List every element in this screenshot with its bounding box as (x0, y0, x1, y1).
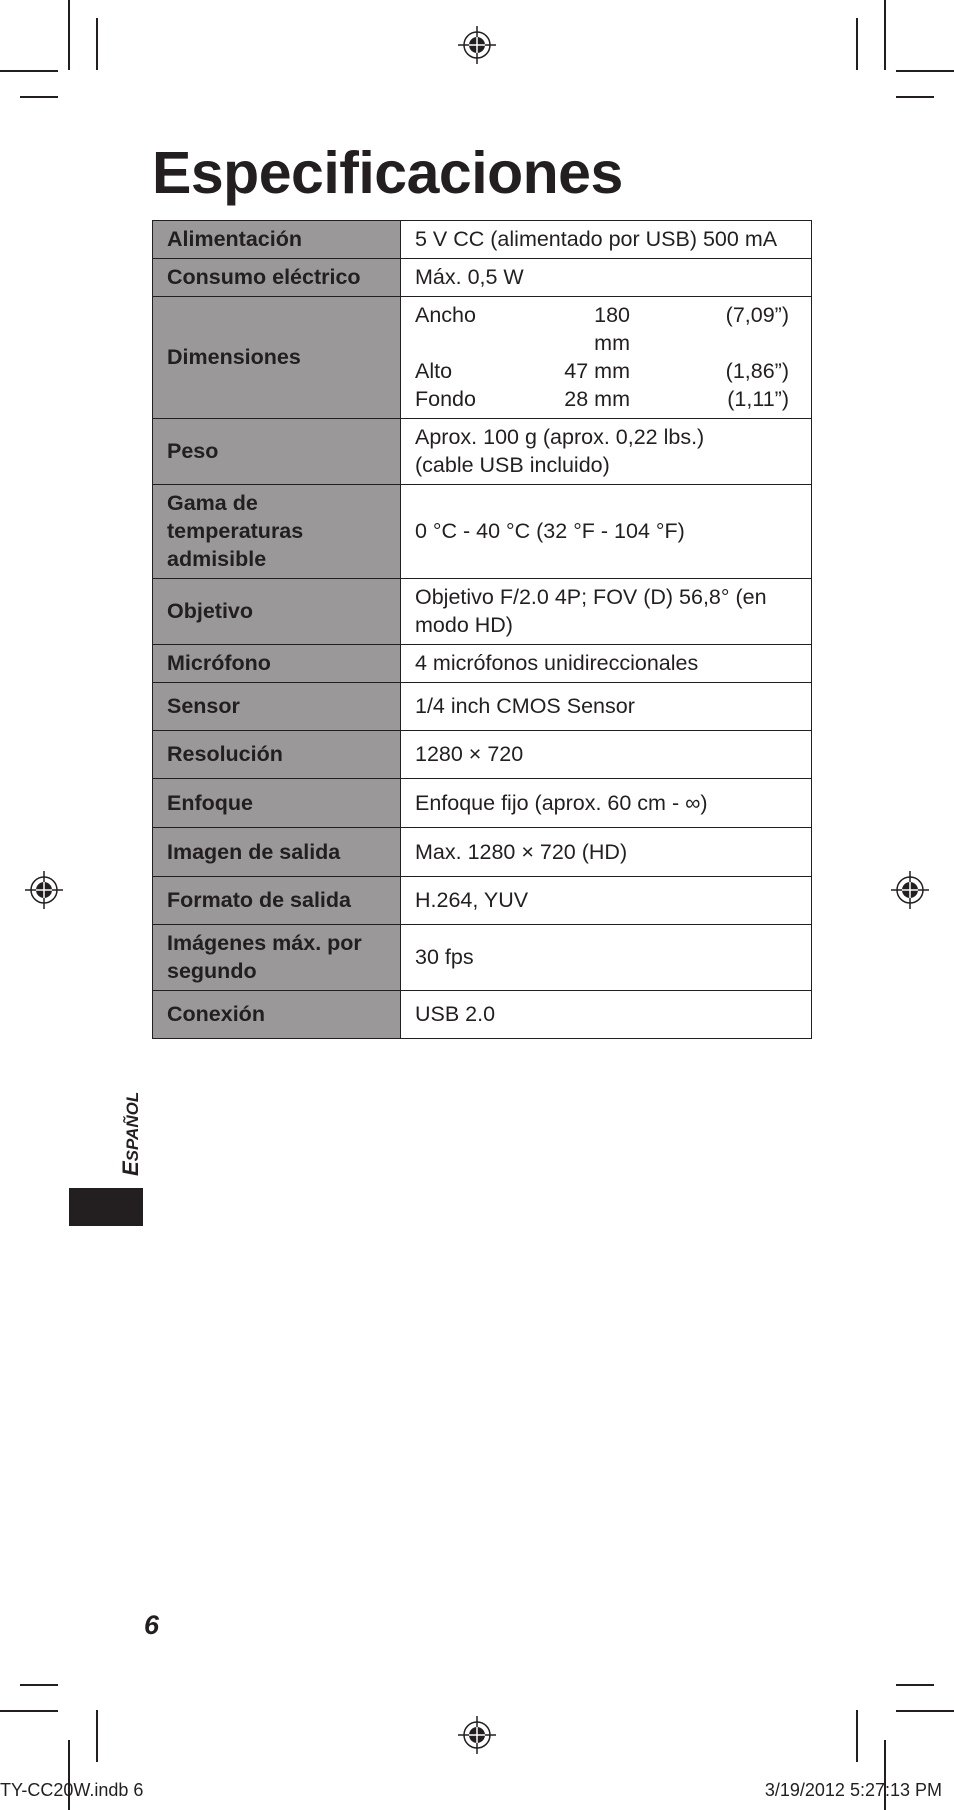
table-row (153, 731, 812, 779)
specifications-table (152, 220, 812, 1039)
spec-label: Objetivo (153, 579, 401, 645)
table-row (153, 683, 812, 731)
crop-mark (884, 0, 886, 70)
spec-value (401, 419, 812, 485)
table-row (153, 579, 812, 645)
dimension-name: Fondo (415, 387, 476, 411)
crop-mark (896, 1684, 934, 1686)
spec-label: Sensor (153, 683, 401, 731)
spec-label: Enfoque (153, 779, 401, 828)
spec-value: Max. 1280 × 720 (HD) (401, 828, 812, 877)
print-slug-date: 3/19/2012 5:27:13 PM (764, 1780, 942, 1800)
language-rest: SPAÑOL (123, 1091, 142, 1162)
crop-mark (68, 0, 70, 70)
dimensions-list (415, 301, 799, 413)
print-slug-file: TY-CC20W.indb 6 (0, 1780, 144, 1800)
spec-value (401, 297, 812, 419)
table-row (153, 991, 812, 1039)
page-number: 6 (144, 1610, 160, 1640)
registration-mark-icon (458, 1716, 496, 1754)
spec-label: Alimentación (153, 221, 401, 259)
table-row (153, 877, 812, 925)
table-row (153, 645, 812, 683)
spec-label: Formato de salida (153, 877, 401, 925)
spec-value: 5 V CC (alimentado por USB) 500 mA (401, 221, 812, 259)
crop-mark (896, 1710, 954, 1712)
registration-mark-icon (891, 871, 929, 909)
spec-value: 30 fps (401, 925, 812, 991)
crop-mark (20, 96, 58, 98)
dimension-mm: 180 mm (594, 303, 630, 355)
crop-mark (856, 1710, 858, 1762)
table-row (153, 485, 812, 579)
dimension-row (415, 301, 799, 357)
spec-value: Máx. 0,5 W (401, 259, 812, 297)
spec-value: USB 2.0 (401, 991, 812, 1039)
spec-value: 1/4 inch CMOS Sensor (401, 683, 812, 731)
spec-value-line: Aprox. 100 g (aprox. 0,22 lbs.) (415, 425, 705, 449)
spec-label-line: Imágenes máx. por (167, 931, 362, 955)
table-row (153, 419, 812, 485)
dimension-mm: 28 mm (564, 387, 630, 411)
dimension-name: Alto (415, 359, 453, 383)
registration-mark-icon (458, 26, 496, 64)
table-row (153, 297, 812, 419)
page-title: Especificaciones (152, 140, 623, 206)
spec-value: H.264, YUV (401, 877, 812, 925)
spec-label: Resolución (153, 731, 401, 779)
dimension-inch: (1,11”) (727, 387, 789, 411)
dimension-inch: (7,09”) (725, 303, 789, 327)
table-row (153, 828, 812, 877)
spec-label: Micrófono (153, 645, 401, 683)
spec-value: 4 micrófonos unidireccionales (401, 645, 812, 683)
registration-mark-icon (25, 871, 63, 909)
table-row (153, 221, 812, 259)
table-row (153, 925, 812, 991)
crop-mark (96, 1710, 98, 1762)
crop-mark (896, 70, 954, 72)
spec-value: Enfoque fijo (aprox. 60 cm - ∞) (401, 779, 812, 828)
dimension-mm: 47 mm (564, 359, 630, 383)
spec-value (401, 579, 812, 645)
crop-mark (896, 96, 934, 98)
crop-mark (0, 1710, 58, 1712)
spec-label-line: segundo (167, 959, 257, 983)
spec-label: Conexión (153, 991, 401, 1039)
language-side-label (118, 1092, 144, 1176)
spec-label-line: Gama de (167, 491, 258, 515)
table-row (153, 779, 812, 828)
dimension-name: Ancho (415, 303, 476, 327)
spec-value: 1280 × 720 (401, 731, 812, 779)
spec-value-line: modo HD) (415, 613, 513, 637)
spec-label: Peso (153, 419, 401, 485)
language-tab-block (69, 1188, 143, 1226)
crop-mark (856, 18, 858, 70)
dimension-row (415, 385, 799, 413)
crop-mark (0, 70, 58, 72)
spec-label-line: temperaturas (167, 519, 304, 543)
crop-mark (20, 1684, 58, 1686)
language-initial: E (118, 1161, 143, 1176)
spec-label: Consumo eléctrico (153, 259, 401, 297)
spec-label: Imagen de salida (153, 828, 401, 877)
spec-label (153, 925, 401, 991)
spec-label-line: admisible (167, 547, 267, 571)
spec-label (153, 485, 401, 579)
spec-value-line: Objetivo F/2.0 4P; FOV (D) 56,8° (en (415, 585, 767, 609)
table-row (153, 259, 812, 297)
spec-label: Dimensiones (153, 297, 401, 419)
spec-value: 0 °C - 40 °C (32 °F - 104 °F) (401, 485, 812, 579)
dimension-inch: (1,86”) (725, 359, 789, 383)
crop-mark (96, 18, 98, 70)
dimension-row (415, 357, 799, 385)
spec-value-line: (cable USB incluido) (415, 453, 610, 477)
